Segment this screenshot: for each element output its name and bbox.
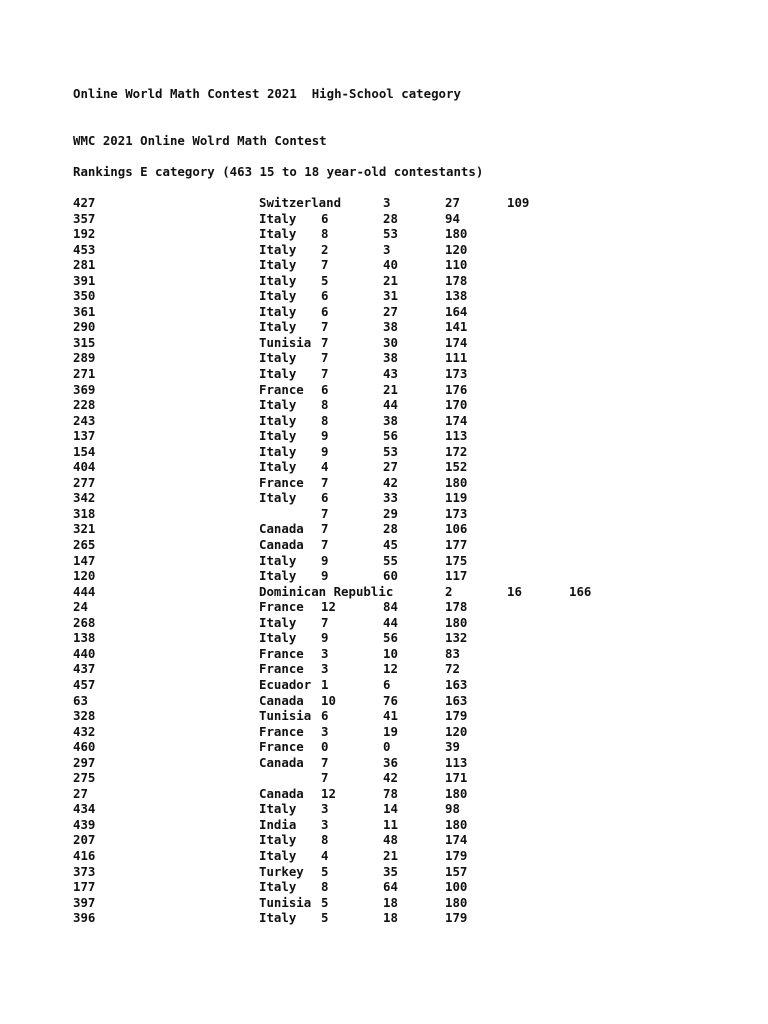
rank-id-cell: 120 — [73, 568, 96, 584]
value-cell: 176 — [445, 381, 468, 397]
rank-id-cell: 177 — [73, 879, 96, 895]
country-cell: Italy — [259, 801, 297, 817]
table-row — [0, 801, 768, 817]
value-cell: 173 — [445, 505, 468, 521]
table-row — [0, 506, 768, 522]
country-cell: Italy — [259, 350, 297, 366]
value-cell: 152 — [445, 459, 468, 475]
value-cell: 27 — [445, 195, 460, 210]
value-cell: 179 — [445, 708, 468, 724]
value-cell: 3 — [321, 801, 329, 817]
table-row — [0, 211, 768, 227]
table-row — [0, 459, 768, 475]
rank-id-cell: 63 — [73, 692, 88, 708]
value-cell: 7 — [321, 537, 329, 553]
country-cell: Italy — [259, 630, 297, 646]
value-cell: 72 — [445, 661, 460, 677]
country-cell: Italy — [259, 397, 297, 413]
value-cell: 76 — [383, 692, 398, 708]
value-cell: 180 — [445, 816, 468, 832]
value-cell: 44 — [383, 397, 398, 413]
value-cell: 109 — [507, 195, 530, 210]
value-cell: 0 — [383, 739, 391, 755]
value-cell: 6 — [321, 490, 329, 506]
table-row — [0, 584, 768, 600]
value-cell: 10 — [321, 692, 336, 708]
rank-id-cell: 318 — [73, 505, 96, 521]
value-cell: 7 — [321, 754, 329, 770]
value-cell: 177 — [445, 537, 468, 553]
value-cell: 8 — [321, 397, 329, 413]
table-row — [0, 832, 768, 848]
document-title: Online World Math Contest 2021 High-School category — [73, 86, 461, 101]
value-cell: 6 — [321, 210, 329, 226]
table-row — [0, 630, 768, 646]
country-cell: Ecuador — [259, 676, 312, 692]
value-cell: 21 — [383, 847, 398, 863]
rank-id-cell: 27 — [73, 785, 88, 801]
value-cell: 174 — [445, 334, 468, 350]
value-cell: 2 — [321, 241, 329, 257]
country-cell: Italy — [259, 319, 297, 335]
country-cell: Italy — [259, 210, 297, 226]
country-cell: France — [259, 661, 304, 677]
rank-id-cell: 391 — [73, 272, 96, 288]
rank-id-cell: 268 — [73, 614, 96, 630]
table-row — [0, 910, 768, 926]
value-cell: 53 — [383, 443, 398, 459]
value-cell: 4 — [321, 847, 329, 863]
value-cell: 7 — [321, 366, 329, 382]
country-cell: Tunisia — [259, 334, 312, 350]
rank-id-cell: 373 — [73, 863, 96, 879]
value-cell: 56 — [383, 428, 398, 444]
value-cell: 180 — [445, 614, 468, 630]
table-row — [0, 304, 768, 320]
rank-id-cell: 427 — [73, 195, 96, 210]
value-cell: 27 — [383, 303, 398, 319]
value-cell: 53 — [383, 226, 398, 242]
value-cell: 180 — [445, 226, 468, 242]
value-cell: 33 — [383, 490, 398, 506]
value-cell: 60 — [383, 568, 398, 584]
rank-id-cell: 137 — [73, 428, 96, 444]
table-row — [0, 397, 768, 413]
value-cell: 45 — [383, 537, 398, 553]
table-row — [0, 475, 768, 491]
value-cell: 94 — [445, 210, 460, 226]
value-cell: 42 — [383, 474, 398, 490]
table-row — [0, 848, 768, 864]
rank-id-cell: 154 — [73, 443, 96, 459]
value-cell: 180 — [445, 894, 468, 910]
value-cell: 166 — [569, 583, 592, 599]
value-cell: 3 — [383, 241, 391, 257]
value-cell: 6 — [321, 708, 329, 724]
value-cell: 64 — [383, 879, 398, 895]
rank-id-cell: 369 — [73, 381, 96, 397]
country-cell: Tunisia — [259, 708, 312, 724]
rank-id-cell: 281 — [73, 257, 96, 273]
value-cell: 11 — [383, 816, 398, 832]
table-row — [0, 817, 768, 833]
value-cell: 141 — [445, 319, 468, 335]
value-cell: 117 — [445, 568, 468, 584]
value-cell: 29 — [383, 505, 398, 521]
value-cell: 3 — [383, 195, 391, 210]
country-cell: Canada — [259, 521, 304, 537]
table-row — [0, 242, 768, 258]
value-cell: 9 — [321, 568, 329, 584]
rank-id-cell: 434 — [73, 801, 96, 817]
table-row — [0, 661, 768, 677]
table-row — [0, 693, 768, 709]
value-cell: 8 — [321, 226, 329, 242]
value-cell: 180 — [445, 474, 468, 490]
value-cell: 132 — [445, 630, 468, 646]
value-cell: 179 — [445, 910, 468, 926]
table-row — [0, 724, 768, 740]
value-cell: 163 — [445, 692, 468, 708]
value-cell: 38 — [383, 319, 398, 335]
country-cell: Turkey — [259, 863, 304, 879]
value-cell: 12 — [383, 661, 398, 677]
value-cell: 10 — [383, 645, 398, 661]
country-cell: Italy — [259, 568, 297, 584]
value-cell: 174 — [445, 832, 468, 848]
table-row — [0, 708, 768, 724]
table-row — [0, 770, 768, 786]
rank-id-cell: 228 — [73, 397, 96, 413]
country-cell: Italy — [259, 443, 297, 459]
table-row — [0, 273, 768, 289]
rank-id-cell: 315 — [73, 334, 96, 350]
value-cell: 175 — [445, 552, 468, 568]
country-cell: Canada — [259, 754, 304, 770]
value-cell: 179 — [445, 847, 468, 863]
value-cell: 12 — [321, 599, 336, 615]
value-cell: 2 — [445, 583, 453, 599]
value-cell: 28 — [383, 521, 398, 537]
value-cell: 5 — [321, 894, 329, 910]
value-cell: 110 — [445, 257, 468, 273]
value-cell: 9 — [321, 443, 329, 459]
table-row — [0, 568, 768, 584]
table-row — [0, 257, 768, 273]
value-cell: 163 — [445, 676, 468, 692]
rank-id-cell: 460 — [73, 739, 96, 755]
rank-id-cell: 289 — [73, 350, 96, 366]
value-cell: 21 — [383, 272, 398, 288]
value-cell: 178 — [445, 599, 468, 615]
value-cell: 6 — [321, 303, 329, 319]
value-cell: 38 — [383, 350, 398, 366]
value-cell: 120 — [445, 723, 468, 739]
value-cell: 19 — [383, 723, 398, 739]
value-cell: 12 — [321, 785, 336, 801]
value-cell: 7 — [321, 334, 329, 350]
rank-id-cell: 439 — [73, 816, 96, 832]
value-cell: 16 — [507, 583, 522, 599]
country-cell: Italy — [259, 241, 297, 257]
rank-id-cell: 265 — [73, 537, 96, 553]
rank-id-cell: 147 — [73, 552, 96, 568]
value-cell: 8 — [321, 832, 329, 848]
rank-id-cell: 297 — [73, 754, 96, 770]
country-cell: Italy — [259, 272, 297, 288]
value-cell: 42 — [383, 770, 398, 786]
rankings-heading: Rankings E category (463 15 to 18 year-old contestants) — [73, 164, 484, 179]
table-row — [0, 879, 768, 895]
value-cell: 180 — [445, 785, 468, 801]
country-cell: Italy — [259, 226, 297, 242]
country-cell: France — [259, 381, 304, 397]
value-cell: 0 — [321, 739, 329, 755]
value-cell: 31 — [383, 288, 398, 304]
table-row — [0, 366, 768, 382]
value-cell: 48 — [383, 832, 398, 848]
value-cell: 18 — [383, 910, 398, 926]
value-cell: 157 — [445, 863, 468, 879]
rank-id-cell: 321 — [73, 521, 96, 537]
value-cell: 8 — [321, 412, 329, 428]
table-row — [0, 786, 768, 802]
rank-id-cell: 350 — [73, 288, 96, 304]
value-cell: 3 — [321, 816, 329, 832]
table-row — [0, 350, 768, 366]
table-row — [0, 335, 768, 351]
value-cell: 18 — [383, 894, 398, 910]
value-cell: 178 — [445, 272, 468, 288]
value-cell: 119 — [445, 490, 468, 506]
country-cell: India — [259, 816, 297, 832]
table-row — [0, 739, 768, 755]
country-cell: Canada — [259, 537, 304, 553]
rank-id-cell: 290 — [73, 319, 96, 335]
table-row — [0, 226, 768, 242]
table-row — [0, 195, 768, 211]
rank-id-cell: 453 — [73, 241, 96, 257]
value-cell: 173 — [445, 366, 468, 382]
rank-id-cell: 404 — [73, 459, 96, 475]
value-cell: 164 — [445, 303, 468, 319]
country-cell: Italy — [259, 910, 297, 926]
rank-id-cell: 243 — [73, 412, 96, 428]
value-cell: 56 — [383, 630, 398, 646]
value-cell: 40 — [383, 257, 398, 273]
country-cell: France — [259, 739, 304, 755]
value-cell: 38 — [383, 412, 398, 428]
country-cell: France — [259, 723, 304, 739]
rank-id-cell: 192 — [73, 226, 96, 242]
country-cell: Canada — [259, 785, 304, 801]
country-cell: Italy — [259, 832, 297, 848]
value-cell: 83 — [445, 645, 460, 661]
value-cell: 7 — [321, 474, 329, 490]
value-cell: 9 — [321, 630, 329, 646]
rank-id-cell: 328 — [73, 708, 96, 724]
table-row — [0, 319, 768, 335]
value-cell: 21 — [383, 381, 398, 397]
country-cell: France — [259, 599, 304, 615]
rank-id-cell: 444 — [73, 583, 96, 599]
table-row — [0, 382, 768, 398]
value-cell: 172 — [445, 443, 468, 459]
value-cell: 7 — [321, 257, 329, 273]
value-cell: 3 — [321, 661, 329, 677]
value-cell: 7 — [321, 521, 329, 537]
country-cell: Italy — [259, 303, 297, 319]
table-row — [0, 428, 768, 444]
value-cell: 39 — [445, 739, 460, 755]
table-row — [0, 615, 768, 631]
table-row — [0, 521, 768, 537]
country-cell: Switzerland — [259, 195, 342, 210]
table-row — [0, 444, 768, 460]
value-cell: 98 — [445, 801, 460, 817]
value-cell: 8 — [321, 879, 329, 895]
rank-id-cell: 416 — [73, 847, 96, 863]
country-cell: Italy — [259, 288, 297, 304]
country-cell: Italy — [259, 257, 297, 273]
table-row — [0, 537, 768, 553]
country-cell: Italy — [259, 490, 297, 506]
value-cell: 4 — [321, 459, 329, 475]
value-cell: 6 — [321, 288, 329, 304]
document-subtitle: WMC 2021 Online Wolrd Math Contest — [73, 133, 327, 148]
table-row — [0, 646, 768, 662]
table-row — [0, 553, 768, 569]
table-row — [0, 490, 768, 506]
rank-id-cell: 440 — [73, 645, 96, 661]
value-cell: 9 — [321, 552, 329, 568]
value-cell: 120 — [445, 241, 468, 257]
country-cell: Italy — [259, 614, 297, 630]
value-cell: 7 — [321, 350, 329, 366]
rank-id-cell: 457 — [73, 676, 96, 692]
value-cell: 106 — [445, 521, 468, 537]
table-row — [0, 895, 768, 911]
table-row — [0, 599, 768, 615]
rank-id-cell: 437 — [73, 661, 96, 677]
value-cell: 170 — [445, 397, 468, 413]
table-row — [0, 864, 768, 880]
country-cell: Italy — [259, 879, 297, 895]
rank-id-cell: 432 — [73, 723, 96, 739]
value-cell: 7 — [321, 770, 329, 786]
country-cell: France — [259, 474, 304, 490]
value-cell: 7 — [321, 319, 329, 335]
country-cell: Dominican Republic — [259, 583, 394, 599]
value-cell: 84 — [383, 599, 398, 615]
value-cell: 1 — [321, 676, 329, 692]
country-cell: France — [259, 645, 304, 661]
country-cell: Italy — [259, 412, 297, 428]
value-cell: 100 — [445, 879, 468, 895]
value-cell: 5 — [321, 910, 329, 926]
value-cell: 35 — [383, 863, 398, 879]
rank-id-cell: 275 — [73, 770, 96, 786]
table-row — [0, 755, 768, 771]
country-cell: Tunisia — [259, 894, 312, 910]
value-cell: 28 — [383, 210, 398, 226]
value-cell: 43 — [383, 366, 398, 382]
value-cell: 5 — [321, 272, 329, 288]
country-cell: Italy — [259, 428, 297, 444]
rank-id-cell: 361 — [73, 303, 96, 319]
value-cell: 7 — [321, 614, 329, 630]
value-cell: 111 — [445, 350, 468, 366]
rank-id-cell: 271 — [73, 366, 96, 382]
value-cell: 171 — [445, 770, 468, 786]
value-cell: 138 — [445, 288, 468, 304]
value-cell: 113 — [445, 428, 468, 444]
country-cell: Italy — [259, 552, 297, 568]
table-row — [0, 288, 768, 304]
value-cell: 6 — [321, 381, 329, 397]
value-cell: 55 — [383, 552, 398, 568]
value-cell: 14 — [383, 801, 398, 817]
value-cell: 30 — [383, 334, 398, 350]
country-cell: Canada — [259, 692, 304, 708]
value-cell: 113 — [445, 754, 468, 770]
rank-id-cell: 397 — [73, 894, 96, 910]
rank-id-cell: 277 — [73, 474, 96, 490]
country-cell: Italy — [259, 459, 297, 475]
table-row — [0, 677, 768, 693]
value-cell: 41 — [383, 708, 398, 724]
table-row — [0, 413, 768, 429]
value-cell: 78 — [383, 785, 398, 801]
country-cell: Italy — [259, 366, 297, 382]
rank-id-cell: 357 — [73, 210, 96, 226]
value-cell: 9 — [321, 428, 329, 444]
value-cell: 174 — [445, 412, 468, 428]
value-cell: 44 — [383, 614, 398, 630]
rank-id-cell: 342 — [73, 490, 96, 506]
value-cell: 3 — [321, 723, 329, 739]
value-cell: 6 — [383, 676, 391, 692]
value-cell: 36 — [383, 754, 398, 770]
rank-id-cell: 24 — [73, 599, 88, 615]
value-cell: 7 — [321, 505, 329, 521]
value-cell: 27 — [383, 459, 398, 475]
value-cell: 3 — [321, 645, 329, 661]
rank-id-cell: 138 — [73, 630, 96, 646]
value-cell: 5 — [321, 863, 329, 879]
rank-id-cell: 396 — [73, 910, 96, 926]
rankings-table — [0, 195, 768, 926]
rank-id-cell: 207 — [73, 832, 96, 848]
country-cell: Italy — [259, 847, 297, 863]
